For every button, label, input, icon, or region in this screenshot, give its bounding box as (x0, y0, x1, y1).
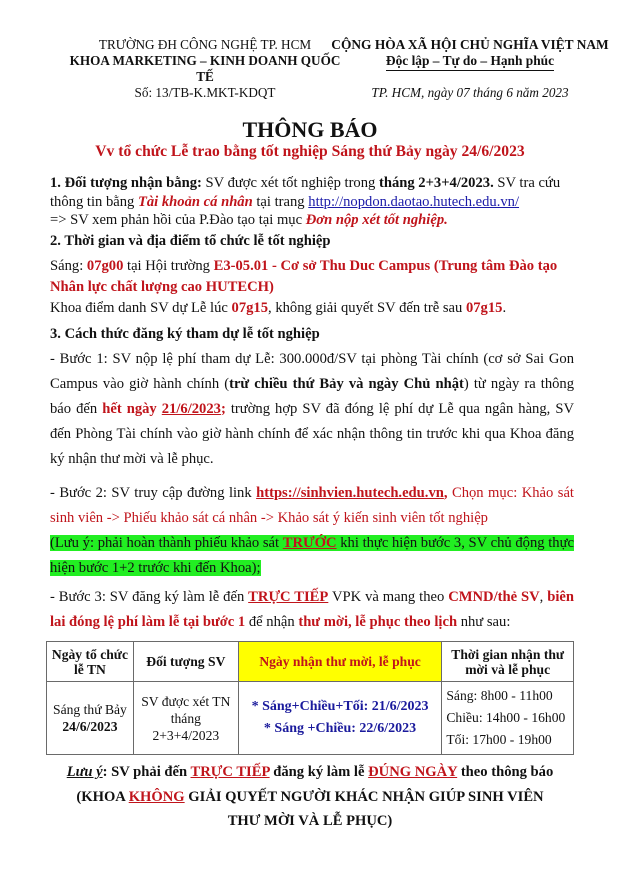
not-emphasis: KHÔNG (128, 788, 185, 805)
page-title: THÔNG BÁO (242, 117, 378, 142)
in-person-emphasis: TRỰC TIẾP (248, 589, 329, 605)
section-2-venue (50, 256, 574, 297)
text: (KHOA (76, 788, 129, 805)
section-1-heading: 1. Đối tượng nhận bằng: (50, 175, 202, 191)
document-date: TP. HCM, ngày 07 tháng 6 năm 2023 (371, 85, 569, 100)
issuer-block (60, 37, 350, 85)
text: VPK và mang theo (328, 589, 449, 605)
text: theo thông báo (457, 764, 554, 780)
table-row (47, 682, 574, 755)
national-header (330, 37, 610, 71)
text: Tối: 17h00 - 19h00 (446, 732, 552, 747)
text: ; (220, 401, 226, 417)
faculty-name: KHOA MARKETING – KINH DOANH QUỐC TẾ (69, 53, 341, 84)
schedule-table (46, 641, 574, 755)
text: đăng ký làm lễ (269, 764, 369, 780)
fee-receipt: biên lai đóng lệ phí làm lễ tại bước 1 (50, 589, 575, 630)
text: GIẢI QUYẾT NGƯỜI KHÁC NHẬN GIÚP SINH VIÊN (184, 788, 544, 805)
survey-note (50, 535, 574, 576)
country-name: CỘNG HÒA XÃ HỘI CHỦ NGHĨA VIỆT NAM (331, 37, 609, 52)
cell-ceremony-date (47, 682, 134, 755)
col-ceremony-date: Ngày tổ chức lễ TN (47, 642, 134, 682)
sinhvien-link[interactable]: https://sinhvien.hutech.edu.vn (256, 485, 444, 501)
text: THƯ MỜI VÀ LỄ PHỤC) (227, 813, 393, 829)
section-2-heading: 2. Thời gian và địa điểm tổ chức lễ tốt nghiệp (50, 233, 331, 249)
section-1 (50, 174, 574, 230)
text: tại trang (252, 193, 309, 210)
id-card: CMND/thẻ SV (448, 589, 540, 605)
text: tại Hội trường (123, 258, 214, 274)
text: Sáng thứ Bảy (53, 702, 127, 717)
text: trường hợp SV đã đóng lệ phí dự Lễ qua ngân hàng, SV đến Phòng Tài chính vào giờ hành chính để xác nhận thông tin trước khi qua Khoa đăng ký nhận thư mời và lễ phục. (50, 401, 574, 467)
text: như sau: (457, 614, 511, 630)
table-header-row (47, 642, 574, 682)
text: : SV phải đến (102, 764, 191, 780)
text: . (502, 300, 507, 316)
col-pickup-date: Ngày nhận thư mời, lễ phục (238, 642, 442, 682)
text: để nhận (245, 614, 299, 630)
text: * Sáng+Chiều+Tối: 21/6/2023 (251, 699, 429, 714)
on-day-emphasis: ĐÚNG NGÀY (368, 764, 458, 780)
document-number: Số: 13/TB-K.MKT-KDQT (134, 85, 276, 100)
deadline-date: 21/6/2023 (161, 401, 221, 417)
checkin-time: 07g15 (231, 300, 269, 316)
nopdon-link[interactable]: http://nopdon.daotao.hutech.edu.vn/ (308, 193, 520, 210)
closing-note (0, 760, 620, 834)
col-pickup-time: Thời gian nhận thư mời và lễ phục (442, 642, 574, 682)
text: khi thực hiện bước 3, SV chủ động thực hiện bước 1+2 trước khi đến Khoa); (50, 535, 574, 576)
step-2 (50, 481, 574, 581)
text: SV được xét tốt nghiệp trong (201, 175, 379, 191)
text: => SV xem phản hồi của P.Đào tạo tại mục (50, 212, 306, 228)
before-emphasis: TRƯỚC (282, 535, 337, 551)
excluded-hours: trừ chiều thứ Bảy và ngày Chủ nhật (229, 376, 464, 392)
in-person-emphasis: TRỰC TIẾP (190, 764, 270, 780)
cell-pickup-dates (238, 682, 442, 755)
text: - Bước 1: SV nộp lệ phí tham dự Lễ: 300.000đ/SV tại phòng Tài chính (cơ sở Sai Gon Campus vào giờ hành chính ( (50, 351, 574, 392)
text: - Bước 3: SV đăng ký làm lễ đến (50, 589, 249, 605)
text: (Lưu ý: phải hoàn thành phiếu khảo sát (50, 535, 283, 551)
text: - Bước 2: SV truy cập đường link (50, 485, 257, 501)
survey-path: Chọn mục: Khảo sát sinh viên -> Phiếu khảo sát cá nhân -> Khảo sát ý kiến sinh viên tốt nghiệp (50, 485, 574, 526)
page-subtitle: Vv tổ chức Lễ trao bằng tốt nghiệp Sáng thứ Bảy ngày 24/6/2023 (95, 143, 525, 160)
graduation-application-menu: Đơn nộp xét tốt nghiệp. (305, 212, 448, 228)
text: Sáng: (50, 258, 87, 274)
text: , (443, 485, 448, 501)
text: SV tra cứu thông tin bằng (50, 175, 561, 210)
eligible-months: tháng 2+3+4/2023. (378, 175, 494, 191)
deadline-prefix: hết ngày (102, 401, 162, 417)
ceremony-time: 07g00 (86, 258, 124, 274)
cell-target-students: SV được xét TN tháng 2+3+4/2023 (133, 682, 238, 755)
text: , (539, 589, 548, 605)
section-2-checkin (50, 298, 574, 318)
text: * Sáng +Chiều: 22/6/2023 (263, 721, 417, 736)
text: 24/6/2023 (62, 719, 118, 734)
note-label: Lưu ý (66, 764, 103, 780)
section-3-heading: 3. Cách thức đăng ký tham dự lễ tốt nghiệp (50, 326, 320, 342)
col-target-students: Đối tượng SV (133, 642, 238, 682)
text: Khoa điểm danh SV dự Lễ lúc (50, 300, 232, 316)
invitation-gown: thư mời, lễ phục theo lịch (298, 614, 458, 630)
late-cutoff-time: 07g15 (465, 300, 503, 316)
text: Sáng: 8h00 - 11h00 (446, 688, 553, 703)
national-motto: Độc lập – Tự do – Hạnh phúc (386, 53, 554, 71)
ceremony-venue: E3-05.01 - Cơ sở Thu Duc Campus (Trung tâm Đào tạo Nhân lực chất lượng cao HUTECH) (50, 258, 558, 295)
cell-pickup-times (442, 682, 574, 755)
step-1 (50, 347, 574, 472)
personal-account: Tài khoản cá nhân (137, 193, 253, 210)
university-name: TRƯỜNG ĐH CÔNG NGHỆ TP. HCM (98, 37, 312, 52)
text: ) từ ngày ra thông báo đến (50, 376, 575, 417)
step-3 (50, 585, 574, 635)
text: Chiều: 14h00 - 16h00 (446, 710, 566, 725)
text: , không giải quyết SV đến trễ sau (268, 300, 466, 316)
